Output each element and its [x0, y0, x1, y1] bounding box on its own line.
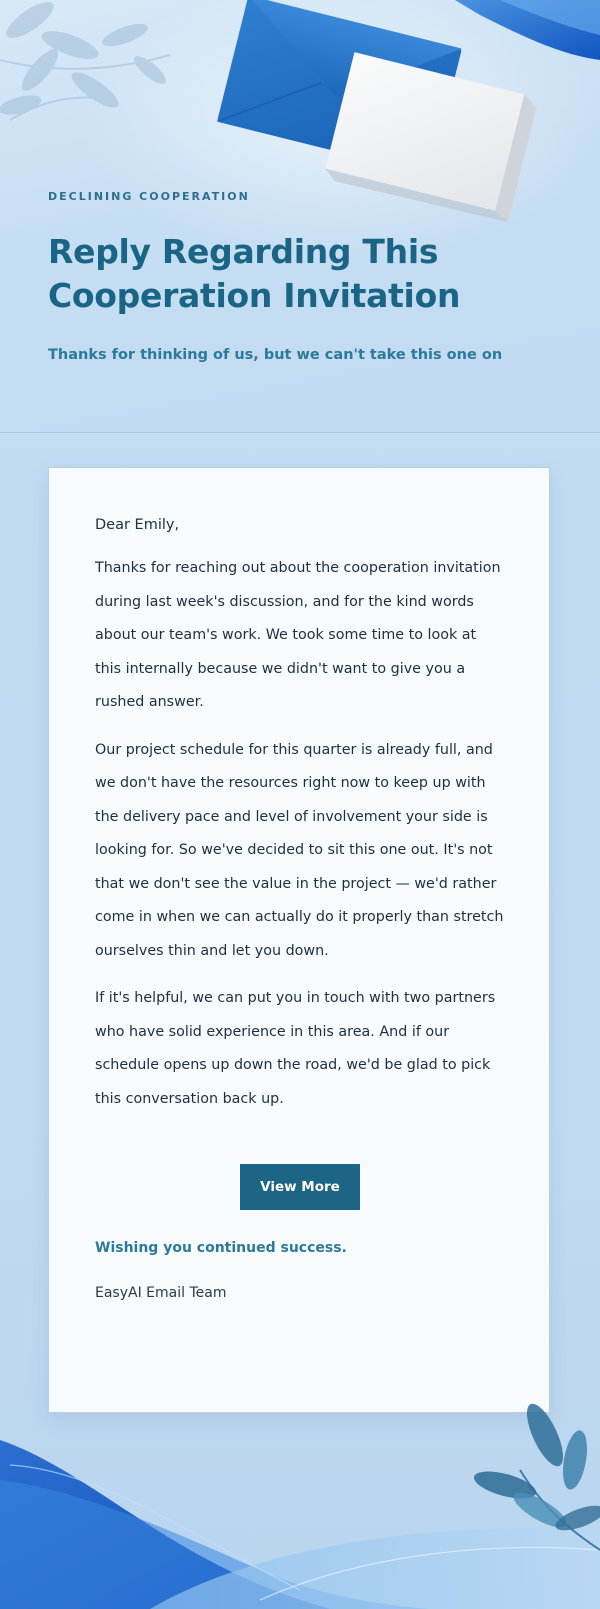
header-text-block — [48, 190, 548, 365]
letter-paragraph-1: Thanks for reaching out about the cooperation invitation during last week's discussion, and for the kind words about our team's work. We took some time to look at this internally because we didn't want to give you a rushed answer. — [95, 560, 501, 710]
letter-greeting: Dear Emily, — [95, 517, 180, 533]
letter-body — [95, 514, 505, 1303]
view-more-button[interactable]: View More — [240, 1164, 360, 1210]
email-subtitle: Thanks for thinking of us, but we can't take this one on — [48, 347, 503, 363]
letter-card — [48, 467, 550, 1413]
letter-closing: Wishing you continued success. — [95, 1240, 347, 1256]
email-header — [0, 0, 600, 433]
leaf-branch-icon — [471, 1400, 600, 1550]
letter-signature: EasyAI Email Team — [95, 1285, 227, 1301]
footer-wave-icon — [0, 1400, 600, 1609]
letter-paragraph-2: Our project schedule for this quarter is already full, and we don't have the resources right now to keep up with the delivery pace and level of involvement your side is looking for. So we've decided to sit this one out. It's not that we don't see the value in the project — we'd rather come in when we can actually do it properly than stretch ourselves thin and let you down. — [95, 741, 504, 959]
letter-paragraph-3: If it's helpful, we can put you in touch with two partners who have solid experience in this area. And if our schedule opens up down the road, we'd be glad to pick this conversation back up. — [95, 990, 496, 1107]
email-title: Reply Regarding This Cooperation Invitation — [48, 232, 461, 315]
button-container — [95, 1164, 505, 1210]
email-category-label: DECLINING COOPERATION — [48, 190, 250, 203]
